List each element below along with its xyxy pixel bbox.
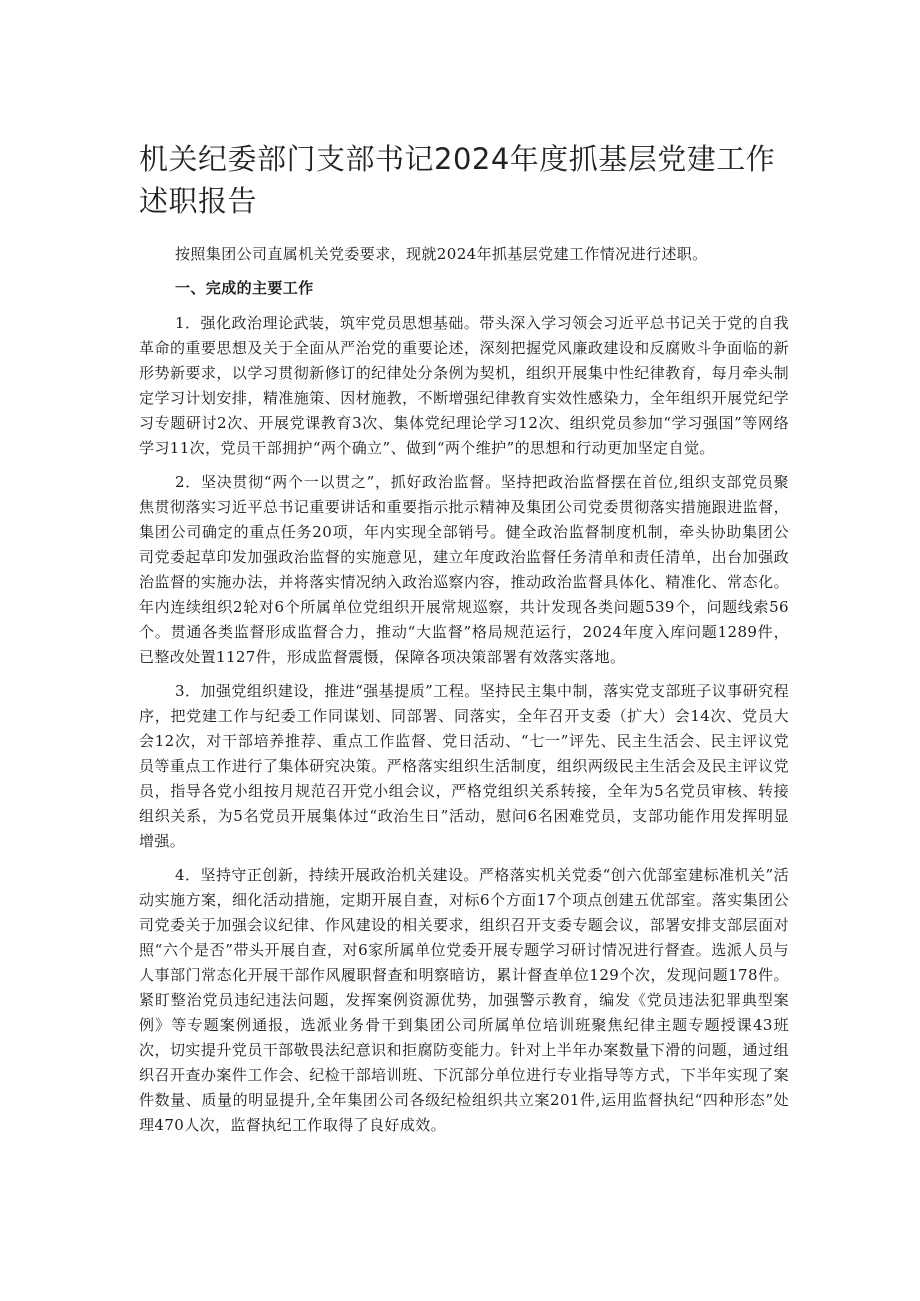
document-title: 机关纪委部门支部书记2024年度抓基层党建工作述职报告: [139, 142, 776, 218]
body-paragraph-3: 3．加强党组织建设，推进“强基提质”工程。坚持民主集中制，落实党支部班子议事研究程序，把党建工作与纪委工作同谋划、同部署、同落实，全年召开支委（扩大）会14次、党员大会12次，对干部培养推荐、重点工作监督、党日活动、“七一”评先、民主生活会、民主评议党员等重点工作进行了集体研究决策。严格落实组织生活制度，组织两级民主生活会及民主评议党员，指导各党小组按月规范召开党小组会议，严格党组织关系转接，全年为5名党员审核、转接组织关系，为5名党员开展集体过“政治生日”活动，慰问6名困难党员，支部功能作用发挥明显增强。: [139, 682, 789, 850]
body-paragraph-2: 2．坚决贯彻“两个一以贯之”，抓好政治监督。坚持把政治监督摆在首位,组织支部党员聚焦贯彻落实习近平总书记重要讲话和重要指示批示精神及集团公司党委贯彻落实措施跟进监督，集团公司确定的重点任务20项，年内实现全部销号。健全政治监督制度机制，牵头协助集团公司党委起草印发加强政治监督的实施意见，建立年度政治监督任务清单和责任清单，出台加强政治监督的实施办法，并将落实情况纳入政治巡察内容，推动政治监督具体化、精准化、常态化。年内连续组织2轮对6个所属单位党组织开展常规巡察，共计发现各类问题539个，问题线索56个。贯通各类监督形成监督合力，推动“大监督”格局规范运行，2024年度入库问题1289件，已整改处置1127件，形成监督震慑，保障各项决策部署有效落实落地。: [139, 473, 789, 666]
body-paragraph-1: 1．强化政治理论武装，筑牢党员思想基础。带头深入学习领会习近平总书记关于党的自我革命的重要思想及关于全面从严治党的重要论述，深刻把握党风廉政建设和反腐败斗争面临的新形势新要求，以学习贯彻新修订的纪律处分条例为契机，组织开展集中性纪律教育，每月牵头制定学习计划安排，精准施策、因材施教，不断增强纪律教育实效性感染力，全年组织开展党纪学习专题研讨2次、开展党课教育3次、集体党纪理论学习12次、组织党员参加“学习强国”等网络学习11次，党员干部拥护“两个确立”、做到“两个维护”的思想和行动更加坚定自觉。: [139, 314, 789, 457]
body-paragraph-4: 4．坚持守正创新，持续开展政治机关建设。严格落实机关党委“创六优部室建标准机关”活动实施方案，细化活动措施，定期开展自查，对标6个方面17个项点创建五优部室。落实集团公司党委关于加强会议纪律、作风建设的相关要求，组织召开支委专题会议，部署安排支部层面对照“六个是否”带头开展自查，对6家所属单位党委开展专题学习研讨情况进行督查。选派人员与人事部门常态化开展干部作风履职督查和明察暗访，累计督查单位129个次，发现问题178件。紧盯整治党员违纪违法问题，发挥案例资源优势，加强警示教育，编发《党员违法犯罪典型案例》等专题案例通报，选派业务骨干到集团公司所属单位培训班聚焦纪律主题专题授课43班次，切实提升党员干部敬畏法纪意识和拒腐防变能力。针对上半年办案数量下滑的问题，通过组织召开查办案件工作会、纪检干部培训班、下沉部分单位进行专业指导等方式，下半年实现了案件数量、质量的明显提升,全年集团公司各级纪检组织共立案201件,运用监督执纪“四种形态”处理470人次，监督执纪工作取得了良好成效。: [139, 866, 789, 1134]
intro-paragraph: 按照集团公司直属机关党委要求，现就2024年抓基层党建工作情况进行述职。: [175, 245, 708, 263]
section-heading: 一、完成的主要工作: [175, 279, 314, 297]
document-page: [139, 138, 789, 1147]
